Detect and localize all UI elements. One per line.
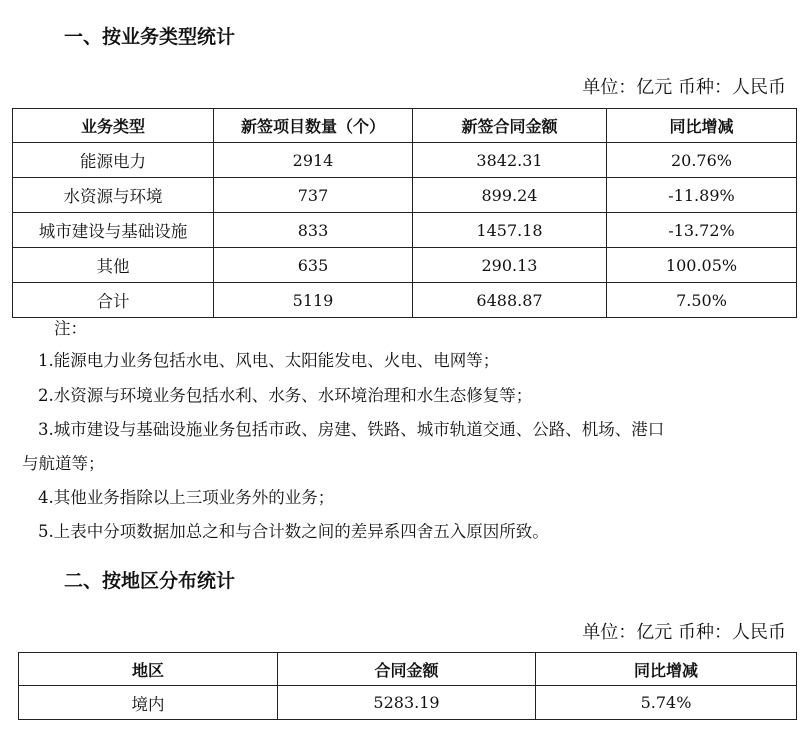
row-count: 2914 <box>214 143 413 178</box>
row-change: 7.50% <box>607 283 797 318</box>
row-count: 5119 <box>214 283 413 318</box>
note-item: 3.城市建设与基础设施业务包括市政、房建、铁路、城市轨道交通、公路、机场、港口 <box>38 420 665 439</box>
row-change: 100.05% <box>607 248 797 283</box>
note-item: 2.水资源与环境业务包括水利、水务、水环境治理和水生态修复等； <box>38 386 533 405</box>
row-amount: 5283.19 <box>278 686 536 720</box>
table-row <box>19 686 797 720</box>
note-item-continuation: 与航道等； <box>22 454 105 473</box>
business-type-table <box>12 108 797 318</box>
row-label: 合计 <box>13 283 214 318</box>
notes-heading: 注： <box>54 319 87 338</box>
row-change: -13.72% <box>607 213 797 248</box>
table-header-row <box>19 653 797 686</box>
row-amount: 3842.31 <box>413 143 607 178</box>
region-table <box>18 652 797 720</box>
section1-unit-label: 单位：亿元 币种：人民币 <box>582 77 786 98</box>
header-project-count: 新签项目数量（个） <box>214 109 413 143</box>
table-total-row <box>13 283 797 318</box>
table-row <box>13 143 797 178</box>
header-contract-amount: 合同金额 <box>278 653 536 686</box>
row-count: 635 <box>214 248 413 283</box>
note-item: 5.上表中分项数据加总之和与合计数之间的差异系四舍五入原因所致。 <box>38 522 549 541</box>
row-count: 737 <box>214 178 413 213</box>
row-count: 833 <box>214 213 413 248</box>
row-change: 20.76% <box>607 143 797 178</box>
header-yoy-change: 同比增减 <box>536 653 797 686</box>
section1-title: 一、按业务类型统计 <box>64 26 236 48</box>
row-label: 其他 <box>13 248 214 283</box>
header-region: 地区 <box>19 653 278 686</box>
header-contract-amount: 新签合同金额 <box>413 109 607 143</box>
row-amount: 6488.87 <box>413 283 607 318</box>
row-change: -11.89% <box>607 178 797 213</box>
section2-unit-label: 单位：亿元 币种：人民币 <box>582 622 786 643</box>
section2-title: 二、按地区分布统计 <box>64 570 236 592</box>
row-label: 城市建设与基础设施 <box>13 213 214 248</box>
table-header-row <box>13 109 797 143</box>
note-item: 4.其他业务指除以上三项业务外的业务； <box>38 488 335 507</box>
header-business-type: 业务类型 <box>13 109 214 143</box>
row-label: 水资源与环境 <box>13 178 214 213</box>
row-amount: 290.13 <box>413 248 607 283</box>
row-label: 境内 <box>19 686 278 720</box>
table-row <box>13 213 797 248</box>
header-yoy-change: 同比增减 <box>607 109 797 143</box>
row-amount: 1457.18 <box>413 213 607 248</box>
row-label: 能源电力 <box>13 143 214 178</box>
note-item: 1.能源电力业务包括水电、风电、太阳能发电、火电、电网等； <box>38 351 500 370</box>
table-row <box>13 248 797 283</box>
table-row <box>13 178 797 213</box>
row-amount: 899.24 <box>413 178 607 213</box>
row-change: 5.74% <box>536 686 797 720</box>
